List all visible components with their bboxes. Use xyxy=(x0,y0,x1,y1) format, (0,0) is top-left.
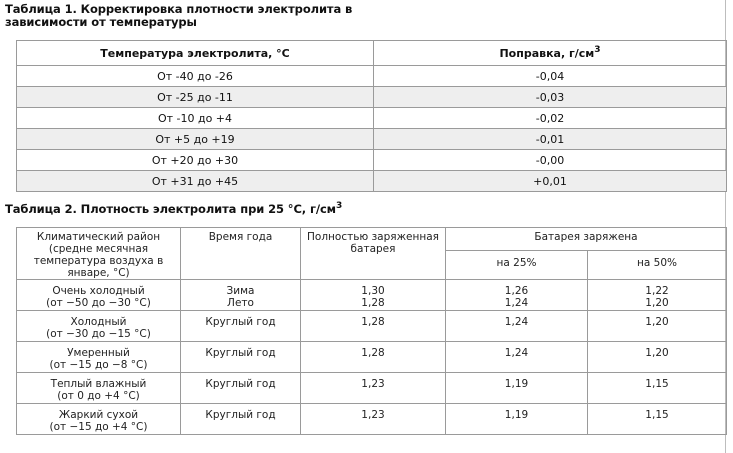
region-range: (от −50 до −30 °С) xyxy=(46,297,151,309)
correction-cell: -0,02 xyxy=(374,108,727,129)
table2-caption-sup: 3 xyxy=(335,201,343,211)
p50-cell xyxy=(588,280,727,311)
region-cell xyxy=(17,404,181,435)
full-cell: 1,28 xyxy=(301,342,446,373)
table-row xyxy=(17,280,727,311)
region-range: (от −15 до −8 °С) xyxy=(49,359,148,371)
header-region: Климатический район (средне месячная температура воздуха в январе, °С) xyxy=(17,228,181,280)
p50-cell: 1,15 xyxy=(588,373,727,404)
region-name: Теплый влажный xyxy=(50,378,147,390)
table-row xyxy=(17,404,727,435)
region-cell xyxy=(17,311,181,342)
full-cell: 1,23 xyxy=(301,404,446,435)
full-value: 1,28 xyxy=(361,297,385,309)
table-row xyxy=(17,66,727,87)
full-cell xyxy=(301,280,446,311)
region-range: (от −30 до −15 °С) xyxy=(46,328,151,340)
full-value: 1,30 xyxy=(361,285,385,297)
p50-value: 1,20 xyxy=(645,297,669,309)
p50-cell: 1,20 xyxy=(588,342,727,373)
header-25-percent: на 25% xyxy=(446,250,588,279)
correction-cell: -0,03 xyxy=(374,87,727,108)
correction-cell: -0,00 xyxy=(374,150,727,171)
p50-cell: 1,15 xyxy=(588,404,727,435)
p25-cell xyxy=(446,280,588,311)
region-name: Очень холодный xyxy=(52,285,145,297)
p25-cell: 1,19 xyxy=(446,373,588,404)
table-row xyxy=(17,311,727,342)
table1-caption: Таблица 1. Корректировка плотности электролита в зависимости от температуры xyxy=(5,2,353,29)
temp-cell: От -10 до +4 xyxy=(17,108,374,129)
temp-cell: От -40 до -26 xyxy=(17,66,374,87)
p50-cell: 1,20 xyxy=(588,311,727,342)
header-battery-charged: Батарея заряжена xyxy=(446,228,727,251)
table2-caption-text: Таблица 2. Плотность электролита при 25 °C, г/см xyxy=(5,202,336,216)
season-value: Зима xyxy=(226,285,255,297)
region-cell xyxy=(17,342,181,373)
table-row xyxy=(17,373,727,404)
p25-value: 1,24 xyxy=(504,297,529,309)
p25-cell: 1,24 xyxy=(446,342,588,373)
header-50-percent: на 50% xyxy=(588,250,727,279)
region-range: (от −15 до +4 °С) xyxy=(49,421,148,433)
season-value: Лето xyxy=(227,297,254,309)
correction-cell: -0,01 xyxy=(374,129,727,150)
correction-cell: +0,01 xyxy=(374,171,727,192)
full-cell: 1,28 xyxy=(301,311,446,342)
temp-cell: От +20 до +30 xyxy=(17,150,374,171)
region-range: (от 0 до +4 °С) xyxy=(57,390,140,402)
p25-cell: 1,24 xyxy=(446,311,588,342)
electrolyte-density-table xyxy=(16,227,727,435)
season-cell: Круглый год xyxy=(181,373,301,404)
table-row xyxy=(17,342,727,373)
header-correction-sup: 3 xyxy=(594,44,601,55)
correction-cell: -0,04 xyxy=(374,66,727,87)
header-full-charge: Полностью заряженная батарея xyxy=(301,228,446,280)
season-cell: Круглый год xyxy=(181,404,301,435)
temp-cell: От +31 до +45 xyxy=(17,171,374,192)
region-name: Жаркий сухой xyxy=(58,409,139,421)
region-name: Холодный xyxy=(70,316,127,328)
season-cell xyxy=(181,280,301,311)
p50-value: 1,22 xyxy=(645,285,669,297)
table-row xyxy=(17,108,727,129)
density-correction-table xyxy=(16,40,727,192)
p25-cell: 1,19 xyxy=(446,404,588,435)
full-cell: 1,23 xyxy=(301,373,446,404)
region-cell xyxy=(17,373,181,404)
header-correction xyxy=(374,41,727,66)
temp-cell: От +5 до +19 xyxy=(17,129,374,150)
table-row xyxy=(17,129,727,150)
table-row xyxy=(17,171,727,192)
region-name: Умеренный xyxy=(67,347,130,359)
header-correction-label: Поправка, г/см xyxy=(499,46,595,60)
header-season: Время года xyxy=(181,228,301,280)
table-row xyxy=(17,87,727,108)
season-cell: Круглый год xyxy=(181,311,301,342)
temp-cell: От -25 до -11 xyxy=(17,87,374,108)
p25-value: 1,26 xyxy=(504,285,529,297)
season-cell: Круглый год xyxy=(181,342,301,373)
region-cell xyxy=(17,280,181,311)
header-temperature: Температура электролита, °C xyxy=(17,41,374,66)
table-row xyxy=(17,150,727,171)
table2-caption xyxy=(5,203,342,216)
